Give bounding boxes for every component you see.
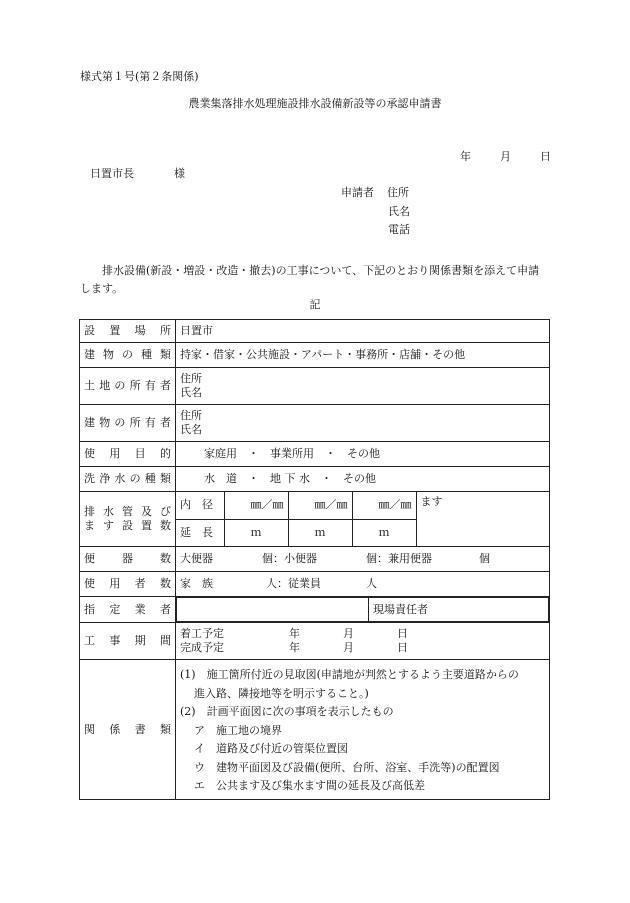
doc-item-1: (1) 施工箇所付近の見取図(申請地が判然とするよう主要道路からの [180,668,519,681]
row-location [80,320,550,343]
applicant-phone-label: 電話 [388,223,410,236]
row-pipes [80,492,550,547]
land-owner-value[interactable] [176,368,550,405]
toilet-unit: 個 [479,552,490,566]
applicant-label [341,186,409,199]
small-toilet-label: 個：小便器 [262,552,317,566]
docs-label: 関係書類 [80,660,176,800]
start-date-line [180,627,545,641]
end-month: 月 [343,641,354,654]
row-contractor [80,597,550,623]
purpose-label: 使用目的 [80,442,176,467]
land-owner-name-label: 氏名 [180,386,202,399]
length-cell-1[interactable]: ｍ [224,519,288,546]
pipes-label-line1: 排水管及び [84,505,171,519]
start-label: 着工予定 [180,627,224,641]
end-label: 完成予定 [180,641,224,654]
doc-item-2a: ア 施工地の境界 [194,723,282,737]
row-docs [80,660,550,800]
users-value[interactable] [176,572,550,597]
addressee-honorific: 様 [174,167,185,180]
start-month: 月 [343,627,354,641]
contractor-name-field[interactable] [177,598,369,622]
diameter-cell-1[interactable]: ㎜／㎜ [224,492,288,519]
location-value[interactable]: 日置市 [176,320,550,343]
applicant-title: 申請者 [341,186,374,199]
applicant-name-label: 氏名 [388,205,410,218]
end-day: 日 [397,641,408,654]
building-type-label: 建物の種類 [80,343,176,368]
building-owner-value[interactable] [176,405,550,442]
large-toilet-label: 大便器 [180,552,213,566]
application-form-table [79,319,550,800]
site-manager-label[interactable]: 現場責任者 [369,598,549,622]
water-label: 洗浄水の種類 [80,467,176,492]
toilets-value[interactable] [176,547,550,572]
end-date-line [180,641,545,655]
pipes-label [80,492,176,547]
length-cell-2[interactable]: ｍ [288,519,352,546]
application-date [460,150,551,163]
combo-toilet-label: 個：兼用便器 [366,552,432,566]
ki-heading: 記 [309,298,321,311]
inner-diameter-label: 内 径 [176,492,224,519]
purpose-value[interactable]: 家庭用 ・ 事業所用 ・ その他 [176,442,550,467]
row-building-type [80,343,550,368]
doc-item-2: (2) 計画平面図に次の事項を表示したもの [180,705,394,718]
start-day: 日 [397,627,408,641]
building-owner-label: 建物の所有者 [80,405,176,442]
pipes-value [176,492,550,547]
diameter-cell-2[interactable]: ㎜／㎜ [288,492,352,519]
users-unit: 人 [366,577,377,591]
date-year: 年 [460,150,471,163]
employees-label: 人：従業員 [266,577,321,591]
row-purpose [80,442,550,467]
doc-item-2u: ウ 建物平面図及び設備(便所、台所、浴室、手洗等)の配置図 [194,760,500,774]
contractor-label: 指定業者 [80,597,176,623]
addressee-name: 日置市長 [90,167,134,180]
start-year: 年 [289,627,300,641]
location-label: 設置場所 [80,320,176,343]
row-building-owner [80,405,550,442]
masu-count[interactable]: ます [416,492,550,546]
length-label: 延 長 [176,519,224,546]
date-month: 月 [500,150,511,163]
family-label: 家 族 [180,577,213,591]
diameter-cell-3[interactable]: ㎜／㎜ [352,492,416,519]
water-value[interactable]: 水 道 ・ 地 下 水 ・ その他 [176,467,550,492]
form-number: 様式第１号(第２条関係) [80,70,199,83]
land-owner-label: 土地の所有者 [80,368,176,405]
building-owner-address-label: 住所 [180,409,202,423]
doc-item-2e: エ 公共ます及び集水ます間の延長及び高低差 [194,779,425,792]
building-owner-name-label: 氏名 [180,423,202,436]
building-type-value[interactable]: 持家・借家・公共施設・アパート・事務所・店舗・その他 [176,343,550,368]
docs-value [176,660,550,800]
contractor-value [176,597,550,623]
period-value[interactable] [176,623,550,660]
toilets-label: 便器数 [80,547,176,572]
row-toilets [80,547,550,572]
applicant-address-label: 住所 [387,186,409,199]
row-users [80,572,550,597]
addressee [90,167,185,180]
period-label: 工事期間 [80,623,176,660]
document-title: 農業集落排水処理施設排水設備新設等の承認申請書 [188,97,442,110]
pipes-label-line2: ます設置数 [84,519,171,532]
land-owner-address-label: 住所 [180,372,202,386]
users-label: 使用者数 [80,572,176,597]
length-cell-3[interactable]: ｍ [352,519,416,546]
doc-item-1-cont: 進入路、隣接地等を明示すること。) [194,686,369,700]
row-period [80,623,550,660]
end-year: 年 [289,641,300,654]
row-water [80,467,550,492]
date-day: 日 [540,150,551,163]
application-statement: 排水設備(新設・増設・改造・撤去)の工事について、下記のとおり関係書類を添えて申請します。 [80,264,540,295]
row-land-owner [80,368,550,405]
doc-item-2i: イ 道路及び付近の管渠位置図 [194,742,348,755]
